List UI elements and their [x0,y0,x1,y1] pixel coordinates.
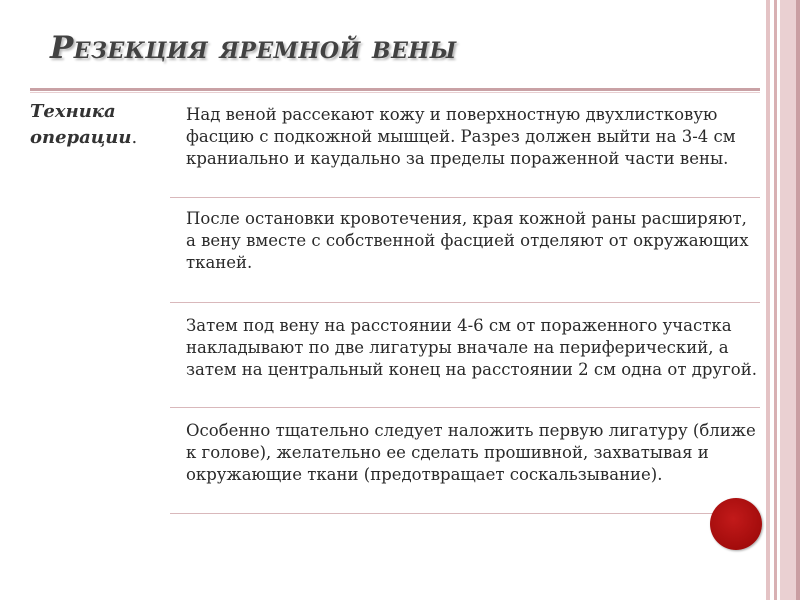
section-label-dot: . [131,127,138,148]
step-paragraph-4: Особенно тщательно следует наложить первую лигатуру (ближе к голове), желательно ее сделать прошивной, захватывая и окружающие ткани (предотвращает соскальзывание). [186,421,756,484]
decorative-red-circle [710,498,762,550]
step-paragraph-1: Над веной рассекают кожу и поверхностную двухлистковую фасцию с подкожной мышцей. Разрез должен выйти на 3-4 см краниально и каудально за пределы пораженной части вены. [186,105,736,168]
section-label-line2 [30,125,170,151]
row-divider [170,197,760,198]
row-divider [170,302,760,303]
section-label-word1: Техника [30,101,116,122]
decorative-border-stripe [766,0,770,600]
title-underline [30,88,760,91]
title-underline-thin [30,92,760,93]
decorative-border-stripe [796,0,800,600]
step-paragraph-3: Затем под вену на расстоянии 4-6 см от пораженного участка накладывают по две лигатуры вначале на периферический, а затем на центральный конец на расстоянии 2 см одна от другой. [186,316,757,379]
row-divider [170,513,760,514]
decorative-border-stripe [774,0,777,600]
step-paragraph-2: После остановки кровотечения, края кожной раны расширяют, а вену вместе с собственной фасцией отделяют от окружающих тканей. [186,209,749,272]
section-label-word2: операции [30,127,132,148]
slide-title: Резекция яремной вены [50,30,457,66]
section-label [30,99,170,151]
row-divider [170,407,760,408]
